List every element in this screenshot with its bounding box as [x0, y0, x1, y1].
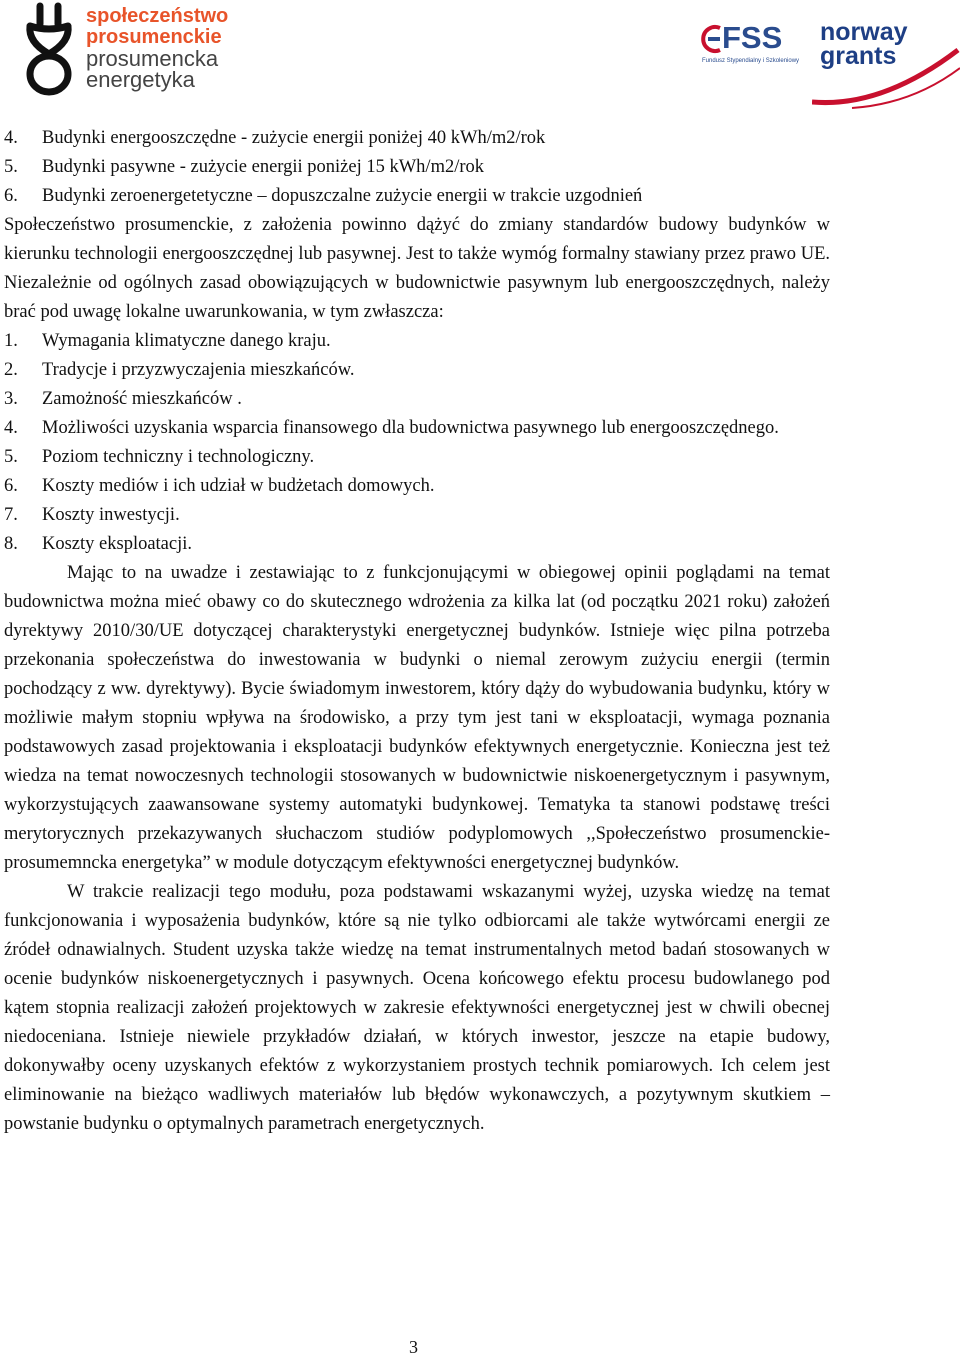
- list-number: 5.: [4, 157, 18, 177]
- list-b-item: [4, 327, 830, 356]
- page-number: 3: [409, 1337, 418, 1357]
- list-number: 6.: [4, 476, 18, 496]
- body-paragraph-1: Mając to na uwadze i zestawiając to z funkcjonującymi w obiegowej opinii poglądami na temat budownictwa można mieć obawy co do skutecznego wdrożenia za kilka lat (od początku 2021 roku) założeń dyrektywy 2010/30/UE dotyczącej charakterystyki energetycznej budynków. Istnieje więc pilna potrzeba przekonania społeczeństwa do inwestowania w budynki o niemal zerowym zużyciu energii (termin pochodzący z ww. dyrektywy). Bycie świadomym inwestorem, który dąży do wybudowania budynku, który w możliwie małym stopniu wpływa na środowisko, a przy tym jest tani w eksploatacji, wymaga poznania podstawowych zasad projektowania i eksploatacji budynków efektywnych energetycznie. Konieczna jest też wiedza na temat nowoczesnych technologii stosowanych w budownictwie niskoenergetycznym i pasywnym, wykorzystujących zaawansowane systemy automatyki budynkowej. Tematyka ta stanowi podstawę treści merytorycznych przekazywanych słuchaczom studiów podyplomowych ,,Społeczeństwo prosumenckie-prosumemncka energetyka” w module dotyczącym efektywności energetycznej budynków.: [4, 563, 830, 873]
- list-b-item: [4, 501, 830, 530]
- list-number: 5.: [4, 447, 18, 467]
- list-a-item: [4, 124, 830, 153]
- norway-flag-swoosh-icon: [812, 20, 960, 110]
- logo-line-4: energetyka: [86, 67, 195, 92]
- list-text: Zamożność mieszkańców .: [42, 389, 242, 409]
- list-a-item: [4, 182, 830, 211]
- list-b-item: [4, 356, 830, 385]
- list-text: Możliwości uzyskania wsparcia finansowego dla budownictwa pasywnego lub energooszczędnego.: [42, 418, 779, 438]
- list-b-item: [4, 472, 830, 501]
- list-text: Koszty eksploatacji.: [42, 534, 193, 554]
- list-number: 1.: [4, 331, 18, 351]
- intro-paragraph: Społeczeństwo prosumenckie, z założenia powinno dążyć do zmiany standardów budowy budynków w kierunku technologii energooszczędnej lub pasywnej. Jest to także wymóg formalny stawiany przez prawo UE. Niezależnie od ogólnych zasad obowiązujących w budownictwie pasywnym lub energooszczędnych, należy brać pod uwagę lokalne uwarunkowania, w tym zwłaszcza:: [4, 215, 830, 322]
- norway-logo-line-2: grants: [820, 42, 897, 70]
- fss-swoosh-icon: [700, 24, 724, 54]
- list-text: Budynki energooszczędne - zużycie energii poniżej 40 kWh/m2/rok: [42, 128, 546, 148]
- list-text: Koszty mediów i ich udział w budżetach domowych.: [42, 476, 435, 496]
- body-paragraph-2: W trakcie realizacji tego modułu, poza podstawami wskazanymi wyżej, uzyska wiedzę na temat funkcjonowania i wyposażenia budynków, które są nie tylko odbiorcami ale także wytwórcami energii ze źródeł odnawialnych. Student uzyska także wiedzę na temat instrumentalnych metod badań stosowanych w ocenie budynków niskoenergetycznych i pasywnych. Ocena końcowego efektu procesu budowlanego pod kątem stopnia realizacji założeń projektowych w zakresie efektywności energetycznej jest w chwili obecnej niedoceniana. Istnieje niewiele przykładów działań, w których inwestor, jeszcze na etapie budowy, dokonywałby oceny uzyskanych efektów z wykorzystaniem prostych technik pomiarowych. Ich celem jest eliminowanie na bieżąco wadliwych materiałów lub błędów wykonawczych, a pozytywnym skutkiem – powstanie budynku o optymalnych parametrach energetycznych.: [4, 882, 830, 1134]
- list-b-item: [4, 385, 830, 414]
- fss-logo-text: FSS: [722, 20, 783, 55]
- list-a-item: [4, 153, 830, 182]
- list-text: Budynki pasywne - zużycie energii poniżej 15 kWh/m2/rok: [42, 157, 485, 177]
- norway-grants-logo: [812, 20, 960, 110]
- list-text: Koszty inwestycji.: [42, 505, 180, 525]
- list-b-item: [4, 443, 830, 472]
- norway-logo-line-1: norway: [820, 18, 908, 46]
- list-text: Wymagania klimatyczne danego kraju.: [42, 331, 331, 351]
- list-number: 2.: [4, 360, 18, 380]
- logo-line-2: prosumenckie: [86, 26, 222, 48]
- fss-logo-subtitle: Fundusz Stypendialny i Szkoleniowy: [702, 58, 800, 64]
- list-number: 4.: [4, 418, 18, 438]
- list-text: Tradycje i przyzwyczajenia mieszkańców.: [42, 360, 355, 380]
- list-number: 4.: [4, 128, 18, 148]
- list-number: 7.: [4, 505, 18, 525]
- list-text: Poziom techniczny i technologiczny.: [42, 447, 315, 467]
- list-b-item: [4, 414, 830, 443]
- logo-line-1: społeczeństwo: [86, 5, 229, 27]
- fss-logo: [700, 20, 812, 68]
- list-number: 3.: [4, 389, 18, 409]
- document-body: [4, 124, 830, 1139]
- list-number: 6.: [4, 186, 18, 206]
- logo-line-3: prosumencka: [86, 46, 219, 71]
- spoleczenstwo-prosumenckie-logo: [18, 2, 238, 102]
- list-b-item: [4, 530, 830, 559]
- list-text: Budynki zeroenergetetyczne – dopuszczalne zużycie energii w trakcie uzgodnień: [42, 186, 643, 206]
- list-number: 8.: [4, 534, 18, 554]
- infinity-plug-logo-icon: [18, 2, 82, 102]
